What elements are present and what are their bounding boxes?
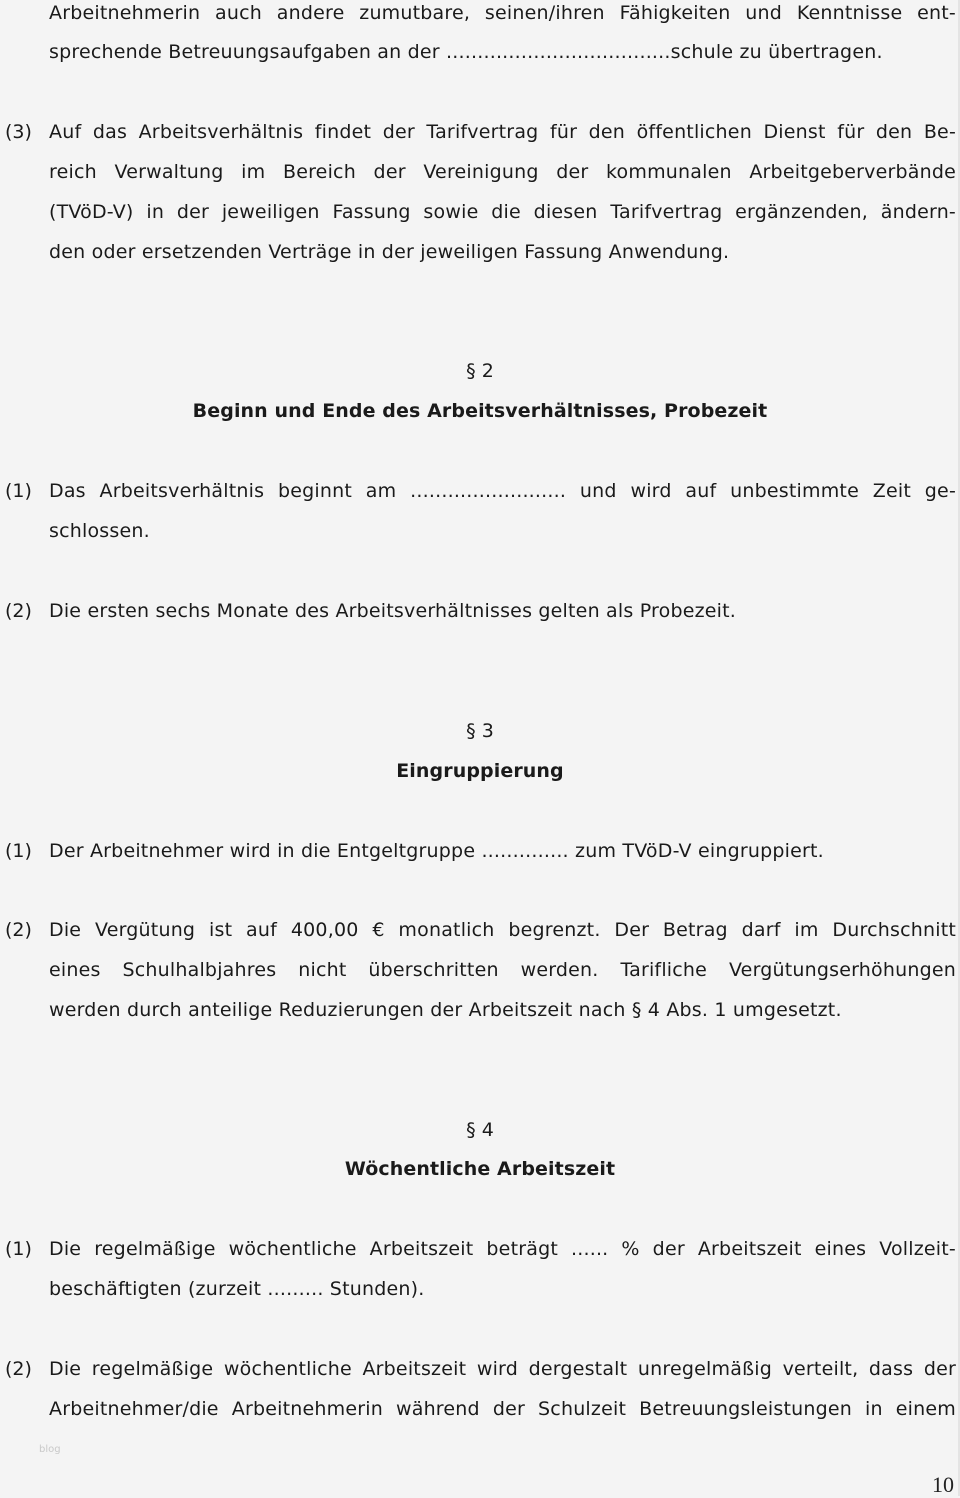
paragraph-number: (1) [5, 1238, 32, 1260]
paragraph-line: Der Arbeitnehmer wird in die Entgeltgruppe .............. zum TVöD-V eingruppiert. [49, 840, 824, 862]
paragraph-line: Die regelmäßige wöchentliche Arbeitszeit beträgt ...... % der Arbeitszeit eines Vollzeit- [49, 1238, 956, 1260]
section-2-title: Beginn und Ende des Arbeitsverhältnisses, Probezeit [192, 400, 768, 422]
paragraph-number: (1) [5, 480, 32, 502]
paragraph-number: (2) [5, 600, 32, 622]
intro-line-1: Arbeitnehmerin auch andere zumutbare, seinen/ihren Fähigkeiten und Kenntnisse ent- [49, 2, 956, 24]
paragraph-line: Arbeitnehmer/die Arbeitnehmerin während der Schulzeit Betreuungsleistungen in einem [49, 1398, 956, 1420]
paragraph-number: (2) [5, 919, 32, 941]
paragraph-number: (3) [5, 121, 32, 143]
section-3-symbol: § 3 [466, 720, 494, 742]
intro-line-2: sprechende Betreuungsaufgaben an der ....................................schule zu übertragen. [49, 41, 883, 63]
paragraph-line: Das Arbeitsverhältnis beginnt am ......................... und wird auf unbestimmte Zeit ge- [49, 480, 956, 502]
paragraph-line: Die Vergütung ist auf 400,00 € monatlich begrenzt. Der Betrag darf im Durchschnitt [49, 919, 956, 941]
paragraph-line: Die ersten sechs Monate des Arbeitsverhältnisses gelten als Probezeit. [49, 600, 737, 622]
paragraph-line: schlossen. [49, 520, 150, 542]
paragraph-line: reich Verwaltung im Bereich der Vereinigung der kommunalen Arbeitgeberverbände [49, 161, 956, 183]
paragraph-line: Auf das Arbeitsverhältnis findet der Tarifvertrag für den öffentlichen Dienst für den Be- [49, 121, 956, 143]
paragraph-number: (1) [5, 840, 32, 862]
paragraph-line: eines Schulhalbjahres nicht überschritten werden. Tarifliche Vergütungserhöhungen [49, 959, 956, 981]
paragraph-number: (2) [5, 1358, 32, 1380]
paragraph-line: beschäftigten (zurzeit ......... Stunden). [49, 1278, 425, 1300]
page-number: 10 [932, 1472, 954, 1497]
watermark: blog [39, 1444, 61, 1455]
section-2-symbol: § 2 [466, 360, 494, 382]
section-4-symbol: § 4 [466, 1119, 494, 1141]
paragraph-line: (TVöD-V) in der jeweiligen Fassung sowie die diesen Tarifvertrag ergänzenden, ändern- [49, 201, 956, 223]
section-4-title: Wöchentliche Arbeitszeit [344, 1158, 616, 1180]
paragraph-line: werden durch anteilige Reduzierungen der Arbeitszeit nach § 4 Abs. 1 umgesetzt. [49, 999, 842, 1021]
section-3-title: Eingruppierung [396, 760, 564, 782]
paragraph-line: den oder ersetzenden Verträge in der jeweiligen Fassung Anwendung. [49, 241, 730, 263]
paragraph-line: Die regelmäßige wöchentliche Arbeitszeit wird dergestalt unregelmäßig verteilt, dass der [49, 1358, 956, 1380]
